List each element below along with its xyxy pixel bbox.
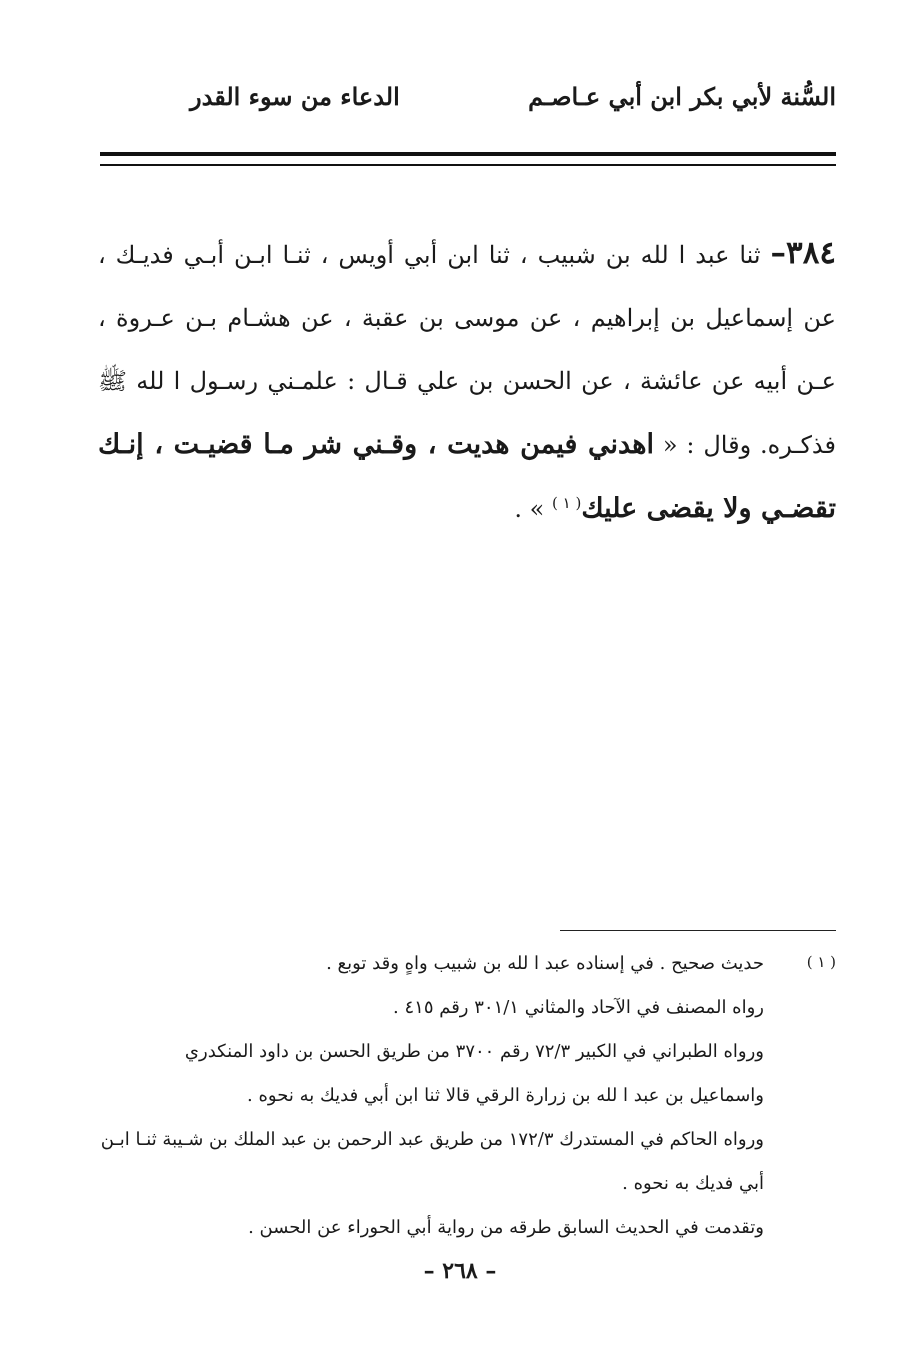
hadith-chain: ثنا عبد ا لله بن شبيب ، ثنا ابن أبي أويس ، ثنـا ابـن أبـي فديـك ، عن إسماعيل بن إبراهيم ، عن موسى بن عقبة ، عن هشـام بـن عـروة ، عـن أبيه عن عائشة ، عن الحسن بن علي قـال : علمـني رسـول ا لله ﷺ فذكـره. وقال : « <box>98 241 836 459</box>
footnote-line: واسماعيل بن عبد ا لله بن زرارة الرقي قالا ثنا ابن أبي فديك به نحوه . <box>247 1085 764 1106</box>
footnote-body <box>98 942 764 1250</box>
page-number: – ٢٦٨ – <box>423 1258 497 1284</box>
footnote-line: رواه المصنف في الآحاد والمثاني ٣٠١/١ رقم ٤١٥ . <box>393 997 764 1018</box>
footnote-line: ورواه الحاكم في المستدرك ١٧٢/٣ من طريق عبد الرحمن بن عبد الملك بن شـيبة ثنـا ابـن <box>100 1129 764 1150</box>
footnote-separator <box>560 930 836 931</box>
header-rule-thin <box>100 164 836 166</box>
hadith-number: ٣٨٤– <box>770 235 836 271</box>
footnote-line: حديث صحيح . في إسناده عبد ا لله بن شبيب واهٍ وقد توبع . <box>326 953 764 974</box>
chapter-title: الدعاء من سوء القدر <box>190 82 400 111</box>
footnote-marker: ( ١ ) <box>806 953 836 971</box>
footnote-line: ورواه الطبراني في الكبير ٧٢/٣ رقم ٣٧٠٠ من طريق الحسن بن داود المنكدري <box>184 1041 764 1062</box>
hadith-text <box>98 222 836 541</box>
footnote-line: أبي فديك به نحوه . <box>622 1173 764 1194</box>
header-rule-thick <box>100 152 836 156</box>
hadith-quote: اهدني فيمن هديت ، وقـني شر مـا قضيـت ، إنـك تقضـي ولا يقضى عليك <box>98 429 836 524</box>
footnote-reference: ( ١ ) <box>552 494 582 512</box>
book-title: السُّنة لأبي بكر ابن أبي عـاصـم <box>528 82 836 111</box>
footnote-line: وتقدمت في الحديث السابق طرقه من رواية أبي الحوراء عن الحسن . <box>248 1217 764 1238</box>
footnotes <box>98 942 836 1250</box>
running-header <box>100 82 836 126</box>
hadith-closing: » . <box>514 495 552 523</box>
